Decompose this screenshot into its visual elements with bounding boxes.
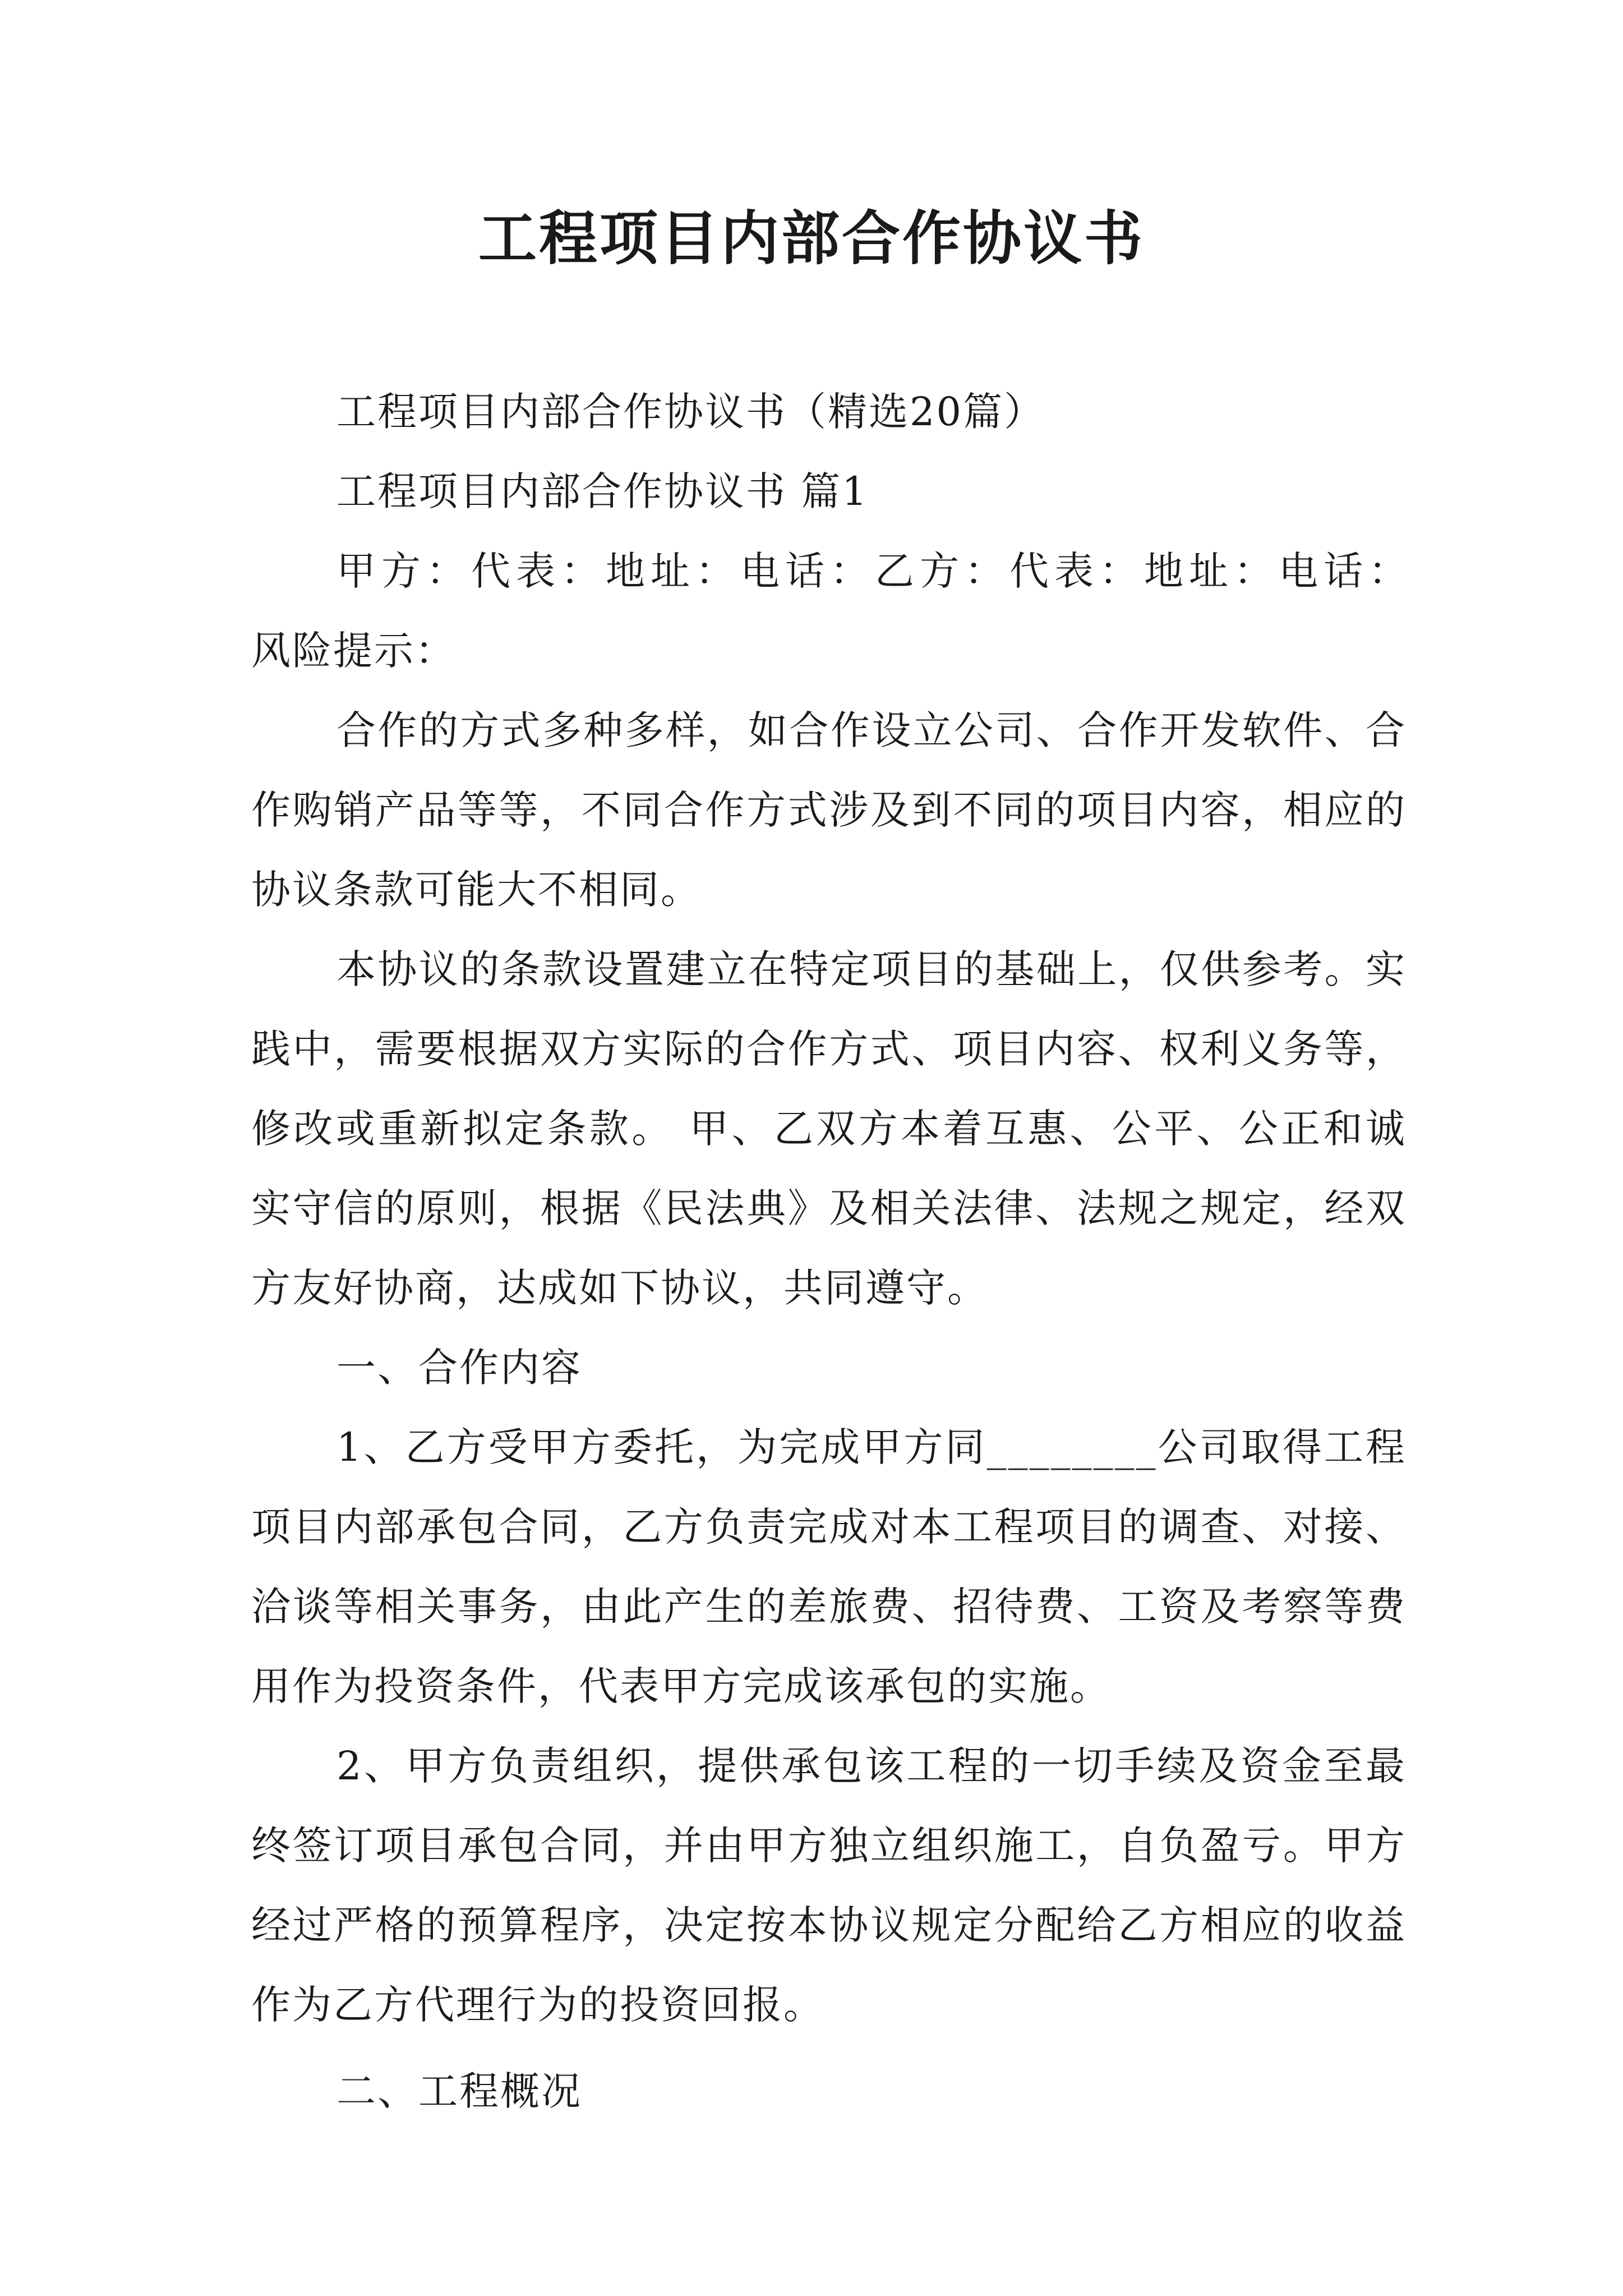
document-subtitle: 工程项目内部合作协议书（精选20篇） — [336, 389, 1045, 435]
clause-1: 1、乙方受甲方委托，为完成甲方同________公司取得工程项目内部承包合同，乙方负责完成对本工程项目的调查、对接、洽谈等相关事务，由此产生的差旅费、招待费、工资及考察等费用作为投资条件，代表甲方完成该承包的实施。 — [251, 1424, 1407, 1709]
parties-line: 甲方：代表：地址：电话：乙方：代表：地址：电话： — [336, 548, 1413, 594]
risk-notice-label: 风险提示： — [251, 628, 456, 674]
article-heading: 工程项目内部合作协议书 篇1 — [336, 468, 869, 514]
clause-2: 2、甲方负责组织，提供承包该工程的一切手续及资金至最终签订项目承包合同，并由甲方独立组织施工，自负盈亏。甲方经过严格的预算程序，决定按本协议规定分配给乙方相应的收益作为乙方代理行为的投资回报。 — [251, 1743, 1407, 2028]
paragraph-agreement-basis: 本协议的条款设置建立在特定项目的基础上，仅供参考。实践中，需要根据双方实际的合作方式、项目内容、权利义务等，修改或重新拟定条款。 甲、乙双方本着互惠、公平、公正和诚实守信的原则，根据《民法典》及相关法律、法规之规定，经双方友好协商，达成如下协议，共同遵守。 — [251, 946, 1407, 1311]
section-heading-project-overview: 二、工程概况 — [336, 2068, 582, 2114]
document-body — [251, 372, 1413, 2131]
document-title: 工程项目内部合作协议书 — [478, 204, 1145, 273]
paragraph-cooperation-methods: 合作的方式多种多样，如合作设立公司、合作开发软件、合作购销产品等等，不同合作方式涉及到不同的项目内容，相应的协议条款可能大不相同。 — [251, 707, 1407, 913]
section-heading-cooperation-content: 一、合作内容 — [336, 1345, 582, 1391]
